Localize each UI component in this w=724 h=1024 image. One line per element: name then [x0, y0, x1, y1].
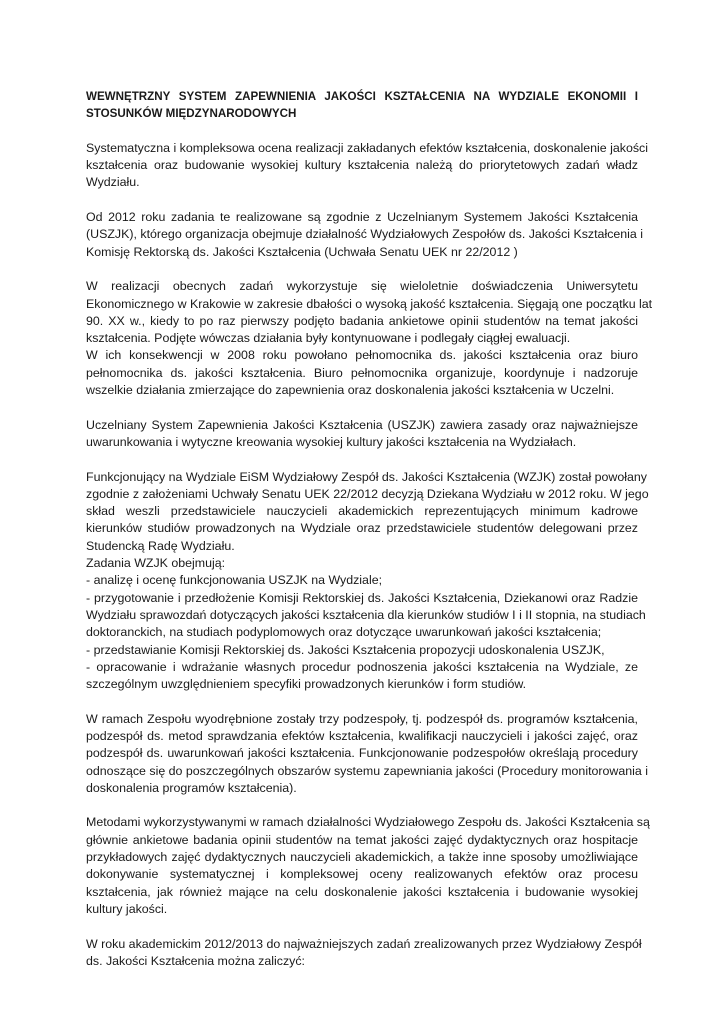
paragraph-1: [86, 140, 648, 192]
text-line: (USZJK), którego organizacja obejmuje działalność Wydziałowych Zespołów ds. Jakości Kształcenia i: [86, 227, 644, 242]
list-item: - przedstawianie Komisji Rektorskiej ds. Jakości Kształcenia propozycji udoskonalenia USZJK,: [86, 642, 605, 657]
text-line: W realizacji obecnych zadań wykorzystuje się wieloletnie doświadczenia Uniwersytetu: [86, 279, 638, 294]
text-line: Systematyczna i kompleksowa ocena realizacji zakładanych efektów kształcenia, doskonalenie jakości: [86, 140, 648, 155]
list-item: - analizę i ocenę funkcjonowania USZJK na Wydziale;: [86, 573, 383, 588]
paragraph-7: [86, 814, 650, 918]
paragraph-4: [86, 417, 638, 452]
text-line: doktoranckich, na studiach podyplomowych oraz dotyczące uwarunkowań jakości kształcenia;: [86, 625, 602, 640]
text-line: podzespół ds. metod sprawdzania efektów kształcenia, kwalifikacji nauczycieli i jakości zajęć, oraz: [86, 728, 638, 743]
text-line: podzespół ds. uwarunkowań jakości kształcenia. Funkcjonowanie podzespołów określają procedury: [86, 746, 638, 761]
title-line: WEWNĘTRZNY SYSTEM ZAPEWNIENIA JAKOŚCI KSZTAŁCENIA NA WYDZIALE EKONOMII I: [86, 90, 638, 103]
text-line: wszelkie działania zmierzające do zapewnienia oraz doskonalenia jakości kształcenia w Uczelni.: [86, 383, 615, 398]
text-line: doskonalenia programów kształcenia).: [86, 780, 297, 795]
paragraph-5: [86, 469, 649, 694]
text-line: szczególnym uwzględnieniem specyfiki prowadzonych kierunków i form studiów.: [86, 677, 527, 692]
text-line: kształcenia oraz budowanie wysokiej kultury kształcenia należą do priorytetowych zadań władz: [86, 158, 638, 173]
text-line: Wydziału.: [86, 175, 140, 190]
text-line: zgodnie z założeniami Uchwały Senatu UEK 22/2012 decyzją Dziekana Wydziału w 2012 roku. W jego: [86, 486, 649, 501]
text-line: Od 2012 roku zadania te realizowane są zgodnie z Uczelnianym Systemem Jakości Kształcenia: [86, 210, 638, 225]
text-line: W roku akademickim 2012/2013 do najważniejszych zadań zrealizowanych przez Wydziałowy Zespół: [86, 936, 642, 951]
paragraph-3: [86, 278, 653, 399]
paragraph-8: [86, 936, 642, 971]
text-line: dokonywanie systematycznej i kompleksowej oceny realizowanych efektów oraz procesu: [86, 867, 638, 882]
text-line: kształcenia. Podjęte wówczas działania były kontynuowane i podlegały ciągłej ewaluacji.: [86, 331, 571, 346]
text-line: odnoszące się do poszczególnych obszarów systemu zapewniania jakości (Procedury monitorowania i: [86, 763, 648, 778]
document-body: [86, 88, 653, 970]
text-line: Funkcjonujący na Wydziale EiSM Wydziałowy Zespół ds. Jakości Kształcenia (WZJK) został powołany: [86, 469, 648, 484]
text-line: głównie ankietowe badania opinii studentów na temat jakości zajęć dydaktycznych oraz hospitacje: [86, 832, 638, 847]
text-line: Komisję Rektorską ds. Jakości Kształcenia (Uchwała Senatu UEK nr 22/2012 ): [86, 244, 518, 259]
paragraph-6: [86, 711, 648, 797]
text-line: Zadania WZJK obejmują:: [86, 556, 226, 571]
text-line: Metodami wykorzystywanymi w ramach działalności Wydziałowego Zespołu ds. Jakości Kształcenia są: [86, 815, 650, 830]
paragraph-2: [86, 209, 644, 261]
text-line: W ramach Zespołu wyodrębnione zostały trzy podzespoły, tj. podzespół ds. programów kształcenia,: [86, 711, 638, 726]
text-line: Studencką Radę Wydziału.: [86, 538, 235, 553]
text-line: kierunków studiów prowadzonych na Wydziale oraz przedstawiciele studentów delegowani przez: [86, 521, 638, 536]
text-line: Wydziału sprawozdań dotyczących jakości kształcenia dla kierunków studiów I i II stopnia, na studiach: [86, 607, 646, 622]
text-line: skład weszli przedstawiciele nauczycieli akademickich reprezentujących minimum kadrowe: [86, 504, 638, 519]
title-line: STOSUNKÓW MIĘDZYNARODOWYCH: [86, 107, 297, 121]
list-item: - opracowanie i wdrażanie własnych procedur podnoszenia jakości kształcenia na Wydziale, ze: [86, 659, 638, 674]
text-line: W ich konsekwencji w 2008 roku powołano pełnomocnika ds. jakości kształcenia oraz biuro: [86, 348, 638, 363]
document-title: [86, 88, 638, 123]
text-line: przykładowych zajęć dydaktycznych nauczycieli akademickich, a także inne sposoby umożliwiające: [86, 850, 638, 865]
text-line: uwarunkowania i wytyczne kreowania wysokiej kultury jakości kształcenia na Wydziałach.: [86, 434, 577, 449]
text-line: 90. XX w., kiedy to po raz pierwszy podjęto badania ankietowe opinii studentów na temat jakości: [86, 313, 638, 328]
list-item: - przygotowanie i przedłożenie Komisji Rektorskiej ds. Jakości Kształcenia, Dziekanowi oraz Radzie: [86, 590, 638, 605]
text-line: Ekonomicznego w Krakowie w zakresie dbałości o wysoką jakość kształcenia. Sięgają one początku lat: [86, 296, 653, 311]
text-line: kultury jakości.: [86, 901, 168, 916]
text-line: ds. Jakości Kształcenia można zaliczyć:: [86, 953, 305, 968]
text-line: kształcenia, jak również mające na celu doskonalenie jakości kształcenia i budowanie wysokiej: [86, 884, 638, 899]
text-line: pełnomocnika ds. jakości kształcenia. Biuro pełnomocnika organizuje, koordynuje i nadzoruje: [86, 365, 638, 380]
text-line: Uczelniany System Zapewnienia Jakości Kształcenia (USZJK) zawiera zasady oraz najważniejsze: [86, 417, 638, 432]
